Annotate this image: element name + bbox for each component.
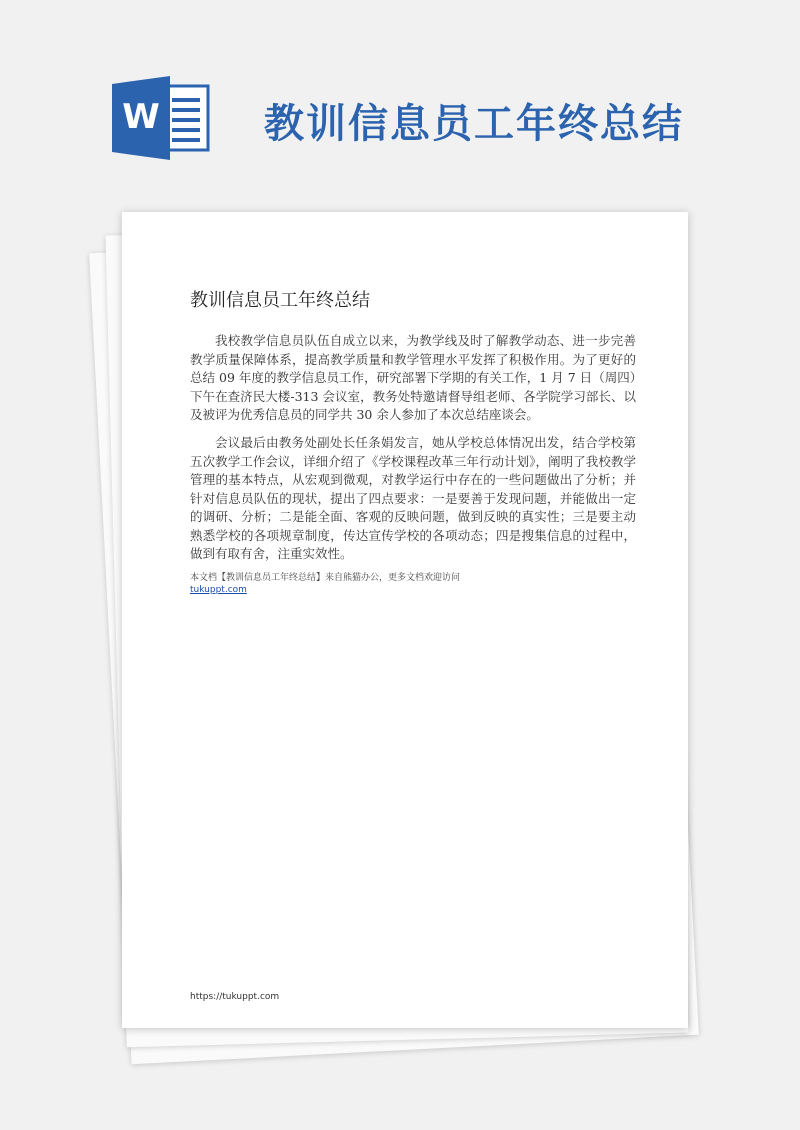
word-icon-letter: W <box>122 97 160 137</box>
word-document-icon <box>112 76 212 160</box>
banner-title: 教训信息员工年终总结 <box>264 101 684 147</box>
document-title: 教训信息员工年终总结 <box>190 290 370 311</box>
bottom-url: https://tukuppt.com <box>190 992 280 1002</box>
document-paragraph-1: 我校教学信息员队伍自成立以来，为教学线及时了解教学动态、进一步完善教学质量保障体系，提高教学质量和教学管理水平发挥了积极作用。为了更好的总结 09 年度的教学信息员工作，研究部署下学期的有关工作，1 月 7 日（周四）下午在查济民大楼-313 会议室，教务处特邀请督导组老师、各学院学习部长、以及被评为优秀信息员的同学共 30 余人参加了本次总结座谈会。 <box>190 333 636 422</box>
document-paragraph-2: 会议最后由教务处副处长任条娟发言，她从学校总体情况出发，结合学校第五次教学工作会议，详细介绍了《学校课程改革三年行动计划》，阐明了我校教学管理的基本特点，从宏观到微观，对教学运行中存在的一些问题做出了分析；并针对信息员队伍的现状，提出了四点要求：一是要善于发现问题，并能做出一定的调研、分析；二是能全面、客观的反映问题，做到反映的真实性；三是要主动熟悉学校的各项规章制度，传达宣传学校的各项动态；四是搜集信息的过程中，做到有取有舍，注重实效性。 <box>190 435 636 561</box>
header-banner <box>0 0 800 200</box>
source-link[interactable]: tukuppt.com <box>190 585 247 595</box>
document-page <box>122 212 688 1028</box>
source-note: 本文档【教训信息员工年终总结】来自熊猫办公，更多文档欢迎访问 <box>190 573 461 583</box>
